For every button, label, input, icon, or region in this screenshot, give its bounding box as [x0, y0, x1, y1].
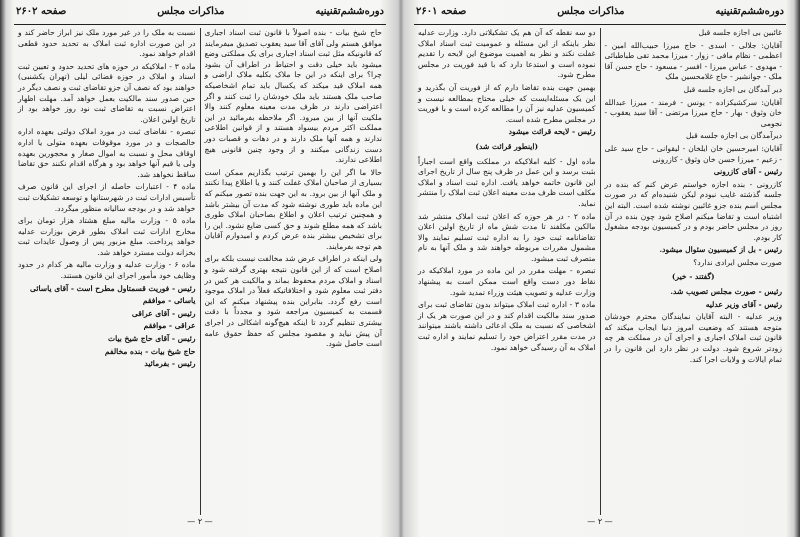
right-header-page-number: صفحه ۲۶۰۱ [416, 6, 467, 17]
paragraph: ولی اینکه در اطراف عرض شد مخالفت نیست بلکه برای اصلاح است که از این قانون نتیجه بهتری گرفته شود و اسناد و املاک مردم محفوظ بماند و مالکیت هر کس در دفتر ثبت معلوم شود و اختلافاتیکه فعلاً در املاک موجود است رفع گردد. بنابراین بنده پیشنهاد میکنم که این قسمت به کمیسیون مراجعه شود و مجدداً با دقت بیشتری تنظیم گردد تا اینکه هیچ‌گونه اشکالی در اجرای آن پیش نیاید و مقصود مجلس که حفظ حقوق عامه است حاصل شود. [204, 254, 382, 349]
right-page-columns [414, 28, 786, 515]
speaker-line: عراقی - موافقم [143, 321, 196, 331]
left-page-footer: — ۲ — [187, 517, 213, 526]
paragraph: حاج شیخ بیات - بنده اصولاً با قانون ثبت اسناد اجباری موافق هستم ولی آقای آقا سید یعقوب تصدیق میفرمایند که قانونیکه مثل ثبت اسناد اجباری برای یک مملکتی وضع میشود باید خیلی دقت و احتیاط در اطراف آن بشود چرا؟ برای اینکه در این جا ملاک بکلیه ملاک اراضی و همه املاک قید میکند که یکسال باید تمام اشخاصیکه صاحب ملک هستند باید ملک خودشان را ثبت کنند و اگر اعتراضی دارند در ظرف مدت معینه معلوم کنند والا ملکیت آنها از بین میرود. اگر ملاحظه بفرمائید در این مملکت اکثر مردم بیسواد هستند و از قوانین اطلاعی ندارند و همه آنها ملک دارند و در دهات و قصبات دور دست زندگانی میکنند و از وجود چنین قانونی هیچ اطلاعی ندارند. [204, 28, 382, 165]
paragraph: ماده ۶ - وزارت عدلیه و وزارت مالیه هر کدام در حدود وظایف خود مأمور اجرای این قانون هستند. [18, 260, 196, 281]
paragraph: غائبین بی اجازه جلسه قبل [698, 28, 782, 37]
paragraph: دیر آمدگان بی اجازه جلسه قبل [683, 84, 782, 94]
paragraph: نسبت به ملک را در غیر مورد ملک نیز ابراز حاضر کند و در این صورت اداره ثبت املاک به تحدید حدود قطعی اقدام خواهد نمود. [18, 28, 196, 59]
paragraph: ماده ۲ - در هر حوزه که اعلان ثبت املاک منتشر شد مالکین مکلفند تا مدت شش ماه از تاریخ اولین اعلان تقاضانامه ثبت خود را به اداره ثبت تسلیم نمایند والا مشمول مقررات مربوطه خواهند شد و ملک آنها به نام متصرف ثبت میشود. [418, 211, 596, 263]
right-page-column-right [601, 28, 787, 515]
left-page-header [14, 6, 386, 25]
paragraph: بهمین جهت بنده تقاضا دارم که از فوریت آن بگذرید و این یک مسئله‌ایست که خیلی محتاج بمطالعه نیست و کمیسیون عدلیه نیز آن را مطالعه کرده است و با فوریت در مجلس مطرح شده است. [418, 82, 596, 124]
paragraph: آقایان: امیرحسین خان ایلخان - لیقوانی - حاج سید علی - زعیم - میرزا حسن خان وثوق - کازرونی [604, 143, 782, 164]
right-page-column-left [414, 28, 601, 515]
paragraph: ماده ۳ - املاکیکه در حوزه های تحدید حدود و تعیین ثبت اسناد و املاک در حوزه قضائی لیلی (تهران یکشنبی) خواهند بود که نصف آن جزو تقاضای ثبت و نصف دیگر در حین صدور سند مالکیت بعمل خواهد آمد. مهلت اظهار اعتراض نسبت به تقاضای ثبت نود روز خواهد بود از تاریخ اولین اعلان. [18, 61, 196, 124]
paragraph: ماده ۵ - وزارت مالیه مبلغ هشتاد هزار تومان برای مخارج ادارات ثبت املاک بطور قرض بوزارت عدلیه خواهد پرداخت. مبلغ مزبور پس از وصول عایدات ثبت بخزانه دولت مسترد خواهد شد. [18, 216, 196, 257]
left-page [14, 6, 386, 531]
paragraph: تبصره - مهلت مقرر در این ماده در مورد املاکیکه در نقاط دور دست واقع است ممکن است به پیشنهاد وزارت عدلیه و تصویب هیئت وزراء تمدید شود. [418, 266, 596, 297]
paragraph: آقایان: سرکشیکزاده - یونس - فرمند - میرزا عبدالله خان وثوق - بهار - حاج میرزا مرتضی - آقا سید یعقوب - نجومی [604, 97, 782, 128]
speaker-line: رئیس - لایحه قرائت میشود [508, 127, 596, 137]
left-page-column-left [14, 28, 201, 515]
speaker-line: رئیس - فوریت قسمتاول مطرح است - آقای یاسائی [30, 283, 196, 293]
paragraph: صورت مجلس ایرادی ندارد؟ [693, 257, 782, 267]
paragraph: وزیر عدلیه - البته آقایان نمایندگان محترم خودشان متوجه هستند که وضعیت امروز دنیا ایجاب میکند که قانون ثبت املاک اجباری و اجرای آن در مملکت هر چه زودتر شروع شود. دولت در نظر دارد این قانون را در تمام ایالات و ولایات اجرا کند. [604, 312, 782, 364]
speaker-line: رئیس - آقای کازرونی [713, 167, 782, 177]
paragraph: کازرونی - بنده اجازه خواستم عرض کنم که بنده در جلسه گذشته غایب نبودم لیکن شنیده‌ام که در صورت مجلس اسم بنده جزو غائبین نوشته شده است. البته این اشتباه است و تقاضا میکنم اصلاح شود چون بنده در آن روز در مجلس حاضر بودم و در کمیسیون بودجه مشغول کار بودم. [604, 179, 782, 242]
speaker-line: رئیس - بل از کمیسیون سئوال میشود. [659, 245, 782, 255]
left-page-column-right [201, 28, 387, 515]
left-header-page-number: صفحه ۲۶۰۲ [16, 6, 67, 17]
speaker-line: یاسائی - موافقم [142, 296, 196, 306]
right-header-period: دوره‌ششم‌تقنینیه [715, 6, 784, 17]
paragraph: ماده ۴ - اعتبارات حاصله از اجرای این قانون صرف تأسیس ادارات ثبت در شهرستانها و توسعه تشکیلات ثبت خواهد شد و در بودجه سالیانه منظور میگردد. [18, 182, 196, 213]
speaker-line: رئیس - آقای وزیر عدلیه [705, 299, 782, 309]
left-page-columns [14, 28, 386, 515]
paragraph: ماده اول - کلیه املاکیکه در مملکت واقع است اجباراً بثبت برسد و این عمل در ظرف پنج سال از تاریخ اجرای این قانون خاتمه خواهد یافت. اداره ثبت اسناد و املاک مکلف است ظرف مدت معینه اعلان ثبت املاک را منتشر نماید. [418, 156, 596, 208]
paragraph: ماده ۳ - اداره ثبت املاک میتواند بدون تقاضای ثبت برای صدور سند مالکیت اقدام کند و در این صورت هر یک از اشخاصی که نسبت به ملک ادعائی داشته باشند میتوانند در مدت مقرر اعتراض خود را تسلیم نمایند و اداره ثبت املاک به آن رسیدگی خواهد نمود. [418, 300, 596, 352]
paragraph: تبصره - نقاضای ثبت در مورد املاک دولتی بعهده اداره خالصجات و در مورد موقوفات بعهده متولی یا اداره اوقاف محل و نسبت به اموال صغار و محجورین بعهده ولی یا قیم آنها خواهد بود و هرگاه اقدام نکنند حق تقاضا ساقط نخواهد شد. [18, 127, 196, 179]
right-page-footer: — ۲ — [587, 517, 613, 526]
speaker-line: رئیس - آقای عراقی [131, 308, 196, 318]
left-header-period: دوره‌ششم‌تقنینیه [315, 6, 384, 17]
right-page [414, 6, 786, 531]
speaker-line: رئیس - آقای حاج شیخ بیات [108, 334, 196, 344]
left-header-title: مذاکرات مجلس [157, 6, 225, 17]
paragraph: دو سه نقطه که آن هم یک تشکیلاتی دارد. وزارت عدلیه نظر باینکه از این مسئله و عمومیت ثبت اسناد املاک غفلت نکند و نظر به اهمیت موضوع این لایحه را تقدیم نموده است و استدعا دارد که با قید فوریت در مجلس مطرح شود. [418, 28, 596, 80]
speaker-line: رئیس - بفرمائید [144, 359, 196, 369]
paragraph: دیرآمدگان بی اجازه جلسه قبل [686, 131, 782, 141]
right-header-title: مذاکرات مجلس [557, 6, 625, 17]
paragraph: حالا ما اگر این را بهمین ترتیب بگذاریم ممکن است بسیاری از صاحبان املاک غفلت کنند و یا اطلاع پیدا نکنند و ملک آنها از بین برود. به این جهت بنده تصور میکنم که این ماده باید طوری نوشته شود که مدت آن بیشتر باشد و همچنین ترتیب اعلان و اطلاع بصاحبان املاک طوری باشد که همه مطلع شوند و حق کسی ضایع نشود. این را برای تشخیص بیشتر بنده عرض کردم و امیدوارم آقایان هم توجه بفرمایند. [204, 167, 382, 251]
centered-note: (گفتند - خیر) [671, 272, 715, 282]
centered-note: (اینطور قرائت شد) [475, 141, 539, 151]
speaker-line: رئیس - صورت مجلس تصویب شد. [670, 287, 782, 297]
speaker-line: حاج شیخ بیات - بنده مخالفم [104, 346, 196, 356]
right-page-header [414, 6, 786, 25]
paragraph: آقایان: جلالی - اسدی - حاج میرزا حبیب‌الله امین - اعظمی - نظام مافی - زوار - میرزا محمد تقی طباطبائی - مهدوی - عباس میرزا - افسر - مسعود - حاج حسن آقا ملک - جوانشیر - حاج غلامحسین ملک [604, 40, 782, 82]
